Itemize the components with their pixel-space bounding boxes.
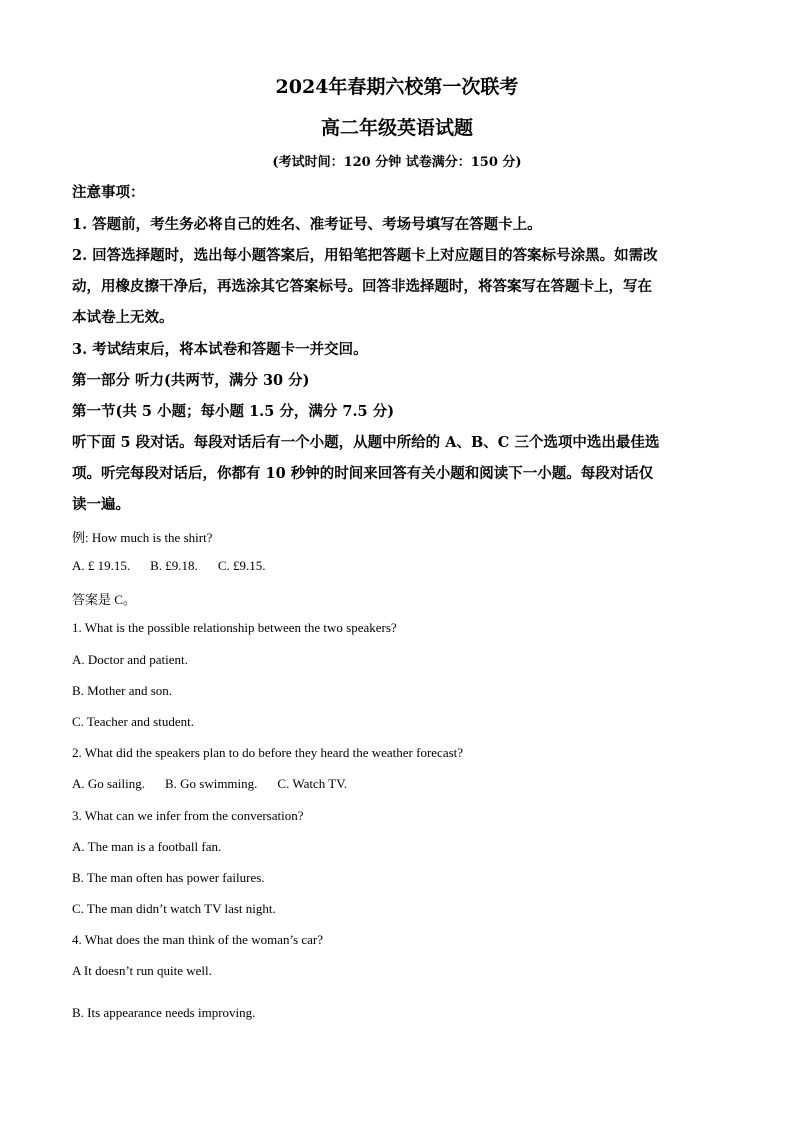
- exam-title: 2024年春期六校第一次联考: [275, 76, 519, 98]
- instructions-line-3: 读一遍。: [72, 496, 130, 513]
- example-question: 例: How much is the shirt?: [72, 530, 213, 545]
- example-answer: 答案是 C。: [72, 592, 136, 607]
- question-3-option-c: C. The man didn’t watch TV last night.: [72, 901, 276, 916]
- instructions-line-2: 项。听完每段对话后，你都有 10 秒钟的时间来回答有关小题和阅读下一小题。每段对话仅: [72, 465, 654, 482]
- notice-item-2-line-1: 2. 回答选择题时，选出每小题答案后，用铅笔把答题卡上对应题目的答案标号涂黑。如需改: [72, 247, 658, 264]
- instructions-line-1: 听下面 5 段对话。每段对话后有一个小题，从题中所给的 A、B、C 三个选项中选出最佳选: [72, 434, 660, 451]
- question-2-option-b: B. Go swimming.: [164, 776, 258, 791]
- example-option-a: A. £ 19.15.: [72, 558, 131, 573]
- notice-item-2-line-3: 本试卷上无效。: [72, 309, 174, 326]
- question-2-option-a: A. Go sailing.: [72, 776, 145, 791]
- question-3-stem: 3. What can we infer from the conversation?: [72, 808, 304, 823]
- notice-item-1: 1. 答题前，考生务必将自己的姓名、准考证号、考场号填写在答题卡上。: [72, 216, 542, 233]
- part1-heading: 第一部分 听力(共两节，满分 30 分): [72, 372, 310, 389]
- notice-item-3: 3. 考试结束后，将本试卷和答题卡一并交回。: [72, 341, 368, 358]
- question-1-stem: 1. What is the possible relationship between the two speakers?: [72, 620, 397, 635]
- question-1-option-c: C. Teacher and student.: [72, 714, 194, 729]
- section1-heading: 第一节(共 5 小题；每小题 1.5 分，满分 7.5 分): [72, 403, 395, 420]
- question-4-stem: 4. What does the man think of the woman’s car?: [72, 932, 324, 947]
- question-2-options: [72, 776, 347, 792]
- question-3-option-a: A. The man is a football fan.: [72, 839, 222, 854]
- exam-info: (考试时间：120 分钟 试卷满分：150 分): [272, 155, 522, 170]
- question-4-option-a: A It doesn’t run quite well.: [72, 963, 212, 978]
- example-option-c: C. £9.15.: [217, 558, 266, 573]
- question-2-stem: 2. What did the speakers plan to do before they heard the weather forecast?: [72, 745, 464, 760]
- question-3-option-b: B. The man often has power failures.: [72, 870, 265, 885]
- notice-item-2-line-2: 动，用橡皮擦干净后，再选涂其它答案标号。回答非选择题时，将答案写在答题卡上，写在: [72, 278, 652, 295]
- question-4-option-b: B. Its appearance needs improving.: [72, 1005, 256, 1020]
- question-1-option-b: B. Mother and son.: [72, 683, 173, 698]
- exam-subtitle: 高二年级英语试题: [320, 117, 473, 139]
- example-options: [72, 558, 265, 574]
- question-1-option-a: A. Doctor and patient.: [72, 652, 188, 667]
- question-2-option-c: C. Watch TV.: [277, 776, 348, 791]
- notice-heading: 注意事项：: [72, 184, 145, 201]
- example-option-b: B. £9.18.: [150, 558, 198, 573]
